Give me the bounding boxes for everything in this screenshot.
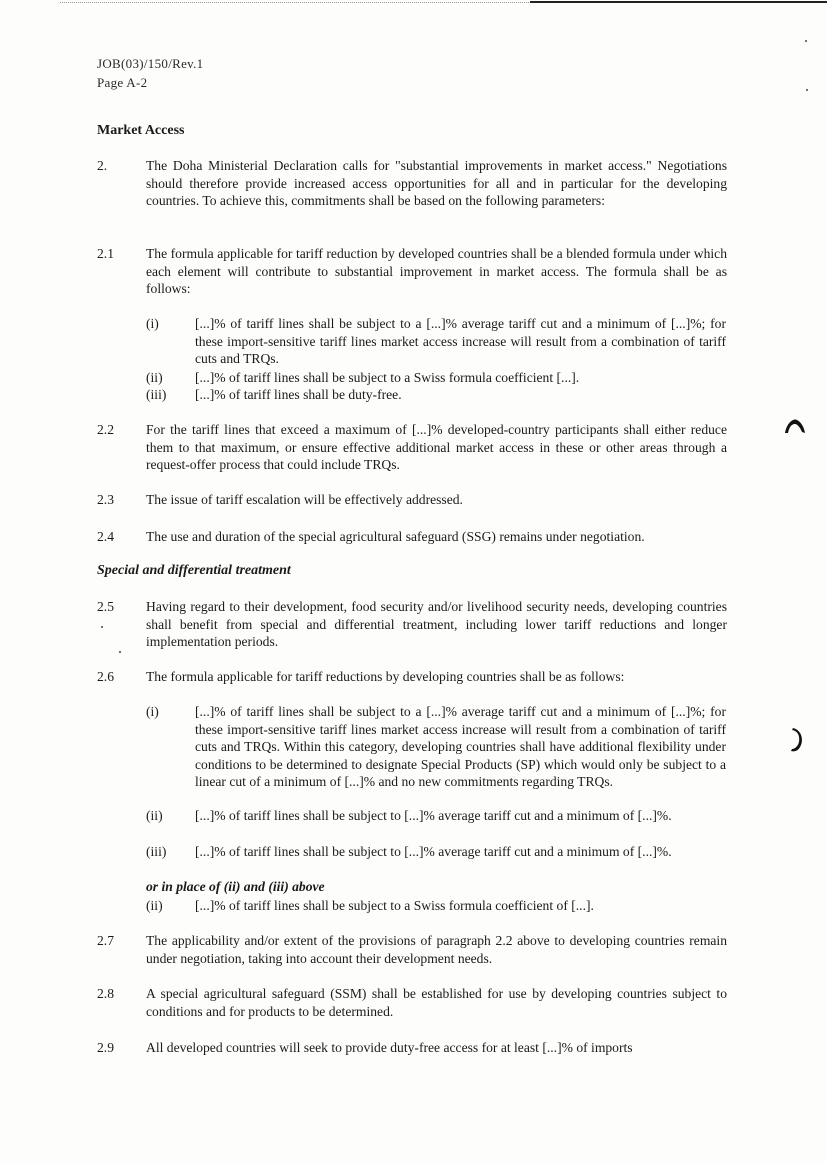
paragraph-text: Having regard to their development, food security and/or livelihood security needs, developing countries shall benefit from special and differential treatment, including lower tariff reductions and longer implementation periods. — [146, 599, 727, 649]
paren-scan-mark-icon — [790, 727, 806, 753]
paragraph-text: The Doha Ministerial Declaration calls for "substantial improvements in market access." Negotiations should therefore provide increased access opportunities for all and in particular for the developing countries. To achieve this, commitments shall be based on the following parameters: — [146, 158, 727, 208]
paragraph-2-8 — [97, 985, 727, 1020]
subparagraph-number: (ii) — [146, 808, 163, 823]
scan-speck — [119, 651, 121, 653]
paragraph-2-5 — [97, 598, 727, 651]
scan-top-edge-line — [530, 1, 827, 3]
paragraph-text: For the tariff lines that exceed a maximum of [...]% developed-country participants shall either reduce them to that maximum, or ensure effective additional market access in these or other areas through a request-offer process that could include TRQs. — [146, 422, 727, 472]
paragraph-number: 2.5 — [97, 599, 114, 614]
subparagraph-text: [...]% of tariff lines shall be subject to [...]% average tariff cut and a minimum of [...]%. — [195, 844, 672, 859]
subparagraph-2-6-ii-alt — [146, 897, 726, 915]
document-reference: JOB(03)/150/Rev.1 — [97, 56, 204, 71]
paragraph-2-1 — [97, 245, 727, 298]
paragraph-2-6 — [97, 668, 727, 686]
subparagraph-number: (iii) — [146, 844, 167, 859]
subparagraph-2-1-ii — [146, 369, 726, 387]
arch-scan-mark-icon — [784, 418, 806, 434]
paragraph-text: The formula applicable for tariff reductions by developing countries shall be as follows: — [146, 669, 625, 684]
scan-speck — [806, 89, 808, 91]
paragraph-number: 2.7 — [97, 933, 114, 948]
page-number: Page A-2 — [97, 75, 148, 90]
paragraph-text: A special agricultural safeguard (SSM) shall be established for use by developing countries subject to conditions and for products to be determined. — [146, 986, 727, 1019]
subparagraph-text: [...]% of tariff lines shall be subject to a [...]% average tariff cut and a minimum of [...]%; for these import-sensitive tariff lines market access increase will result from a combination of tariff cuts and TRQs. — [195, 316, 726, 366]
paragraph-number: 2.2 — [97, 422, 114, 437]
paragraph-number: 2.9 — [97, 1040, 114, 1055]
paragraph-text: The use and duration of the special agricultural safeguard (SSG) remains under negotiation. — [146, 529, 645, 544]
subparagraph-text: [...]% of tariff lines shall be subject to [...]% average tariff cut and a minimum of [...]%. — [195, 808, 672, 823]
paragraph-2-7 — [97, 932, 727, 967]
subparagraph-text: [...]% of tariff lines shall be duty-free. — [195, 387, 402, 402]
paragraph-number: 2.3 — [97, 492, 114, 507]
paragraph-2-3 — [97, 491, 727, 509]
paragraph-2-2 — [97, 421, 727, 474]
subparagraph-text: [...]% of tariff lines shall be subject to a [...]% average tariff cut and a minimum of [...]%; for these import-sensitive tariff lines market access increase will result from a combination of tariff cuts and TRQs. Within this category, developing countries shall have additional flexibility under conditions to be determined to designate Special Products (SP) which would only be subject to a linear cut of a minimum of [...]% and no new commitments regarding TRQs. — [195, 704, 726, 789]
subparagraph-number: (i) — [146, 316, 159, 331]
document-header — [97, 54, 203, 92]
section-title-special-differential: Special and differential treatment — [97, 563, 291, 578]
paragraph-number: 2. — [97, 158, 108, 173]
paragraph-2-4 — [97, 528, 727, 546]
paragraph-number: 2.4 — [97, 529, 114, 544]
paragraph-text: All developed countries will seek to provide duty-free access for at least [...]% of imports — [146, 1040, 633, 1055]
paragraph-2 — [97, 157, 727, 210]
paragraph-2-9 — [97, 1039, 727, 1057]
subparagraph-text: [...]% of tariff lines shall be subject to a Swiss formula coefficient [...]. — [195, 370, 580, 385]
subparagraph-2-1-iii — [146, 386, 726, 404]
paragraph-number: 2.6 — [97, 669, 114, 684]
subparagraph-2-6-ii — [146, 807, 726, 825]
paragraph-text: The issue of tariff escalation will be effectively addressed. — [146, 492, 463, 507]
paragraph-text: The applicability and/or extent of the provisions of paragraph 2.2 above to developing countries remain under negotiation, taking into account their development needs. — [146, 933, 727, 966]
paragraph-number: 2.1 — [97, 246, 114, 261]
subparagraph-number: (i) — [146, 704, 159, 719]
paragraph-text: The formula applicable for tariff reduction by developed countries shall be a blended formula under which each element will contribute to substantial improvement in market access. The formula shall be as follows: — [146, 246, 727, 296]
subparagraph-2-6-iii — [146, 843, 726, 861]
subparagraph-number: (ii) — [146, 898, 163, 913]
scan-speck — [805, 40, 807, 42]
alternative-heading: or in place of (ii) and (iii) above — [146, 879, 325, 894]
subparagraph-number: (iii) — [146, 387, 167, 402]
paragraph-number: 2.8 — [97, 986, 114, 1001]
scan-speck — [101, 626, 103, 628]
subparagraph-text: [...]% of tariff lines shall be subject to a Swiss formula coefficient of [...]. — [195, 898, 594, 913]
section-title-market-access: Market Access — [97, 123, 185, 138]
subparagraph-2-1-i — [146, 315, 726, 368]
subparagraph-2-6-i — [146, 703, 726, 791]
subparagraph-number: (ii) — [146, 370, 163, 385]
